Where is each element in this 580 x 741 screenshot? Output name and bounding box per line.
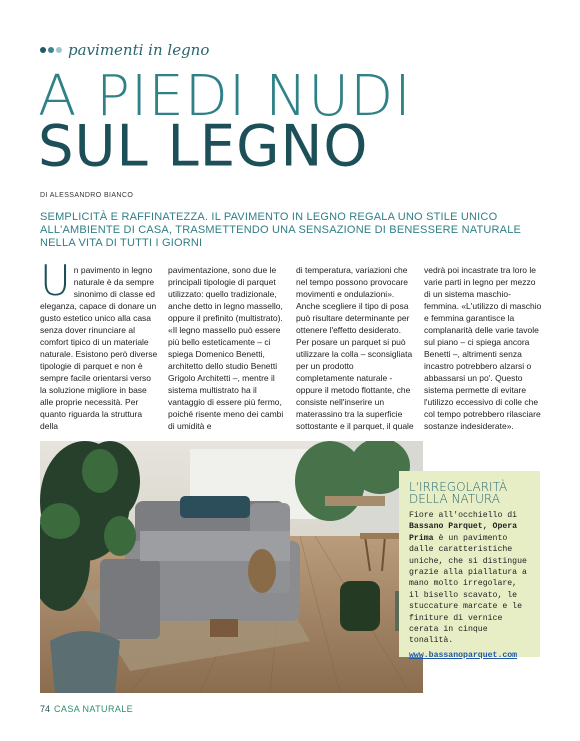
section-tag	[40, 41, 209, 59]
headline-line-1: A PIEDI NUDI	[38, 64, 412, 129]
section-dots	[40, 47, 62, 53]
sidebar-text	[409, 510, 531, 647]
dot-icon	[40, 47, 46, 53]
magazine-name: CASA NATURALE	[54, 704, 134, 714]
body-column-4: vedrà poi incastrate tra loro le varie parti in legno per mezzo di un sistema maschio-femmina. «L'utilizzo di maschio e femmina garantisce la complanarità delle varie tavole sul piano – ci spiega ancora Benetti –, altrimenti senza incastro potrebbero alzarsi o abbassarsi un po'. Questo sistema permette di evitare l'utilizzo eccessivo di colle che col tempo potrebbero rilasciare sostanze indesiderate».	[424, 265, 542, 431]
article-body	[40, 256, 542, 436]
body-column-1	[40, 256, 158, 436]
headline-line-2: SUL LEGNO	[38, 113, 369, 181]
body-column-2: pavimentazione, sono due le principali tipologie di parquet utilizzato: quello tradizionale, anche detto in legno massello, oppure il prefinito (multistrato). «Il legno massello può essere più bello esteticamente – ci spiega Domenico Benetti, architetto dello studio Benetti Grigolo Architetti –, mentre il sistema multistrato ha il vantaggio di essere più fermo, poiché risente meno dei cambi di umidità e	[168, 265, 284, 431]
sidebar-brand: Bassano Parquet, Opera Prima	[409, 522, 518, 543]
headline	[38, 64, 412, 181]
page-footer	[40, 704, 133, 714]
dot-icon	[56, 47, 62, 53]
drop-cap: U	[40, 256, 71, 305]
page-number: 74	[40, 704, 51, 714]
sidebar-text-intro: Fiore all'occhiello di	[409, 511, 518, 520]
sidebar-title	[409, 481, 531, 505]
sidebar-website-link[interactable]: www.bassanoparquet.com	[409, 650, 518, 660]
sidebar-title-line-2: DELLA NATURA	[409, 492, 500, 506]
sidebar-text-body: è un pavimento dalle caratteristiche uniche, che si distingue grazie alla piallatura a mano molto irregolare, il bisello scavato, le stuccature marcate e le finiture di vernice cerata in cinque tonalità.	[409, 533, 527, 646]
byline: DI ALESSANDRO BIANCO	[40, 192, 134, 199]
sidebar-box	[399, 471, 540, 660]
dot-icon	[48, 47, 54, 53]
interior-photo-illustration	[40, 441, 423, 693]
interior-photo	[40, 441, 423, 693]
standfirst: SEMPLICITÀ E RAFFINATEZZA. IL PAVIMENTO IN LEGNO REGALA UNO STILE UNICO ALL'AMBIENTE DI CASA, TRASMETTENDO UNA SENSAZIONE DI BENESSERE NATURALE NELLA VITA DI TUTTI I GIORNI	[40, 211, 522, 249]
body-column-3: di temperatura, variazioni che nel tempo possono provocare movimenti e ondulazioni». Anche scegliere il tipo di posa può risultare determinante per ottenere l'effetto desiderato. Per posare un parquet si può utilizzare la colla – sconsigliata per un prodotto completamente naturale - oppure il metodo flottante, che consiste nell'inserire un materassino tra la superficie sottostante e il parquet, il quale	[296, 265, 414, 431]
sidebar-title-line-1: L'IRREGOLARITÀ	[409, 480, 508, 494]
section-label: pavimenti in legno	[68, 41, 210, 59]
body-column-1-text: n pavimento in legno naturale è da sempre sinonimo di classe ed eleganza, capace di donare un gusto estetico unico alla casa senza dover rinunciare al comfort tipico di un materiale naturale. Esistono però diverse tipologie di parquet e non è sempre facile orientarsi verso la soluzione migliore in base alle proprie necessità. Per quanto riguarda la struttura della	[40, 265, 158, 431]
